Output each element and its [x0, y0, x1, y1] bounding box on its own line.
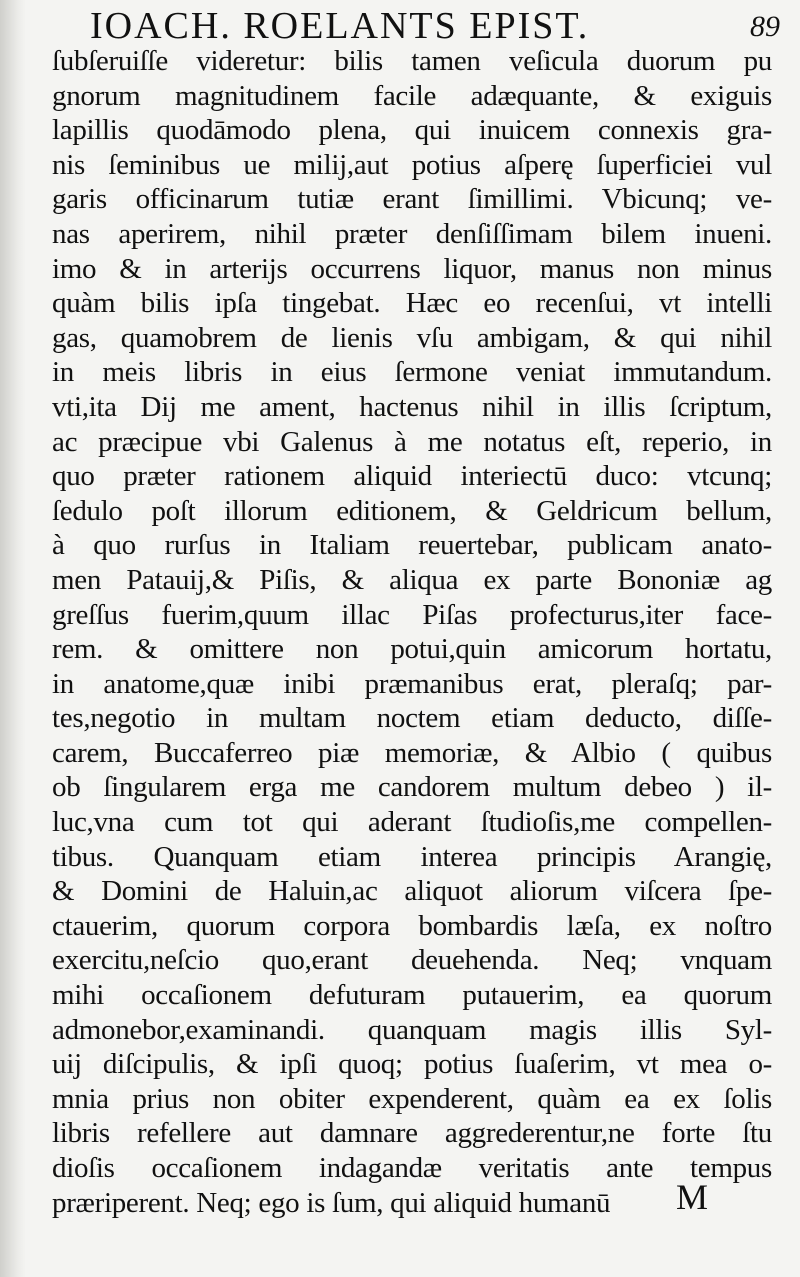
text-line: lapillis quodāmodo plena, qui inuicem connexis gra- — [52, 114, 772, 147]
text-line: tes,negotio in multam noctem etiam deducto, diſſe- — [52, 702, 772, 735]
text-line: uij diſcipulis, & ipſi quoq; potius ſuaſerim, vt mea o- — [52, 1048, 772, 1081]
text-line: gas, quamobrem de lienis vſu ambigam, & qui nihil — [52, 321, 772, 354]
page-number: 89 — [750, 10, 780, 43]
text-line: men Patauij,& Piſis, & aliqua ex parte Bononiæ ag — [52, 563, 772, 596]
text-line: ſubſeruiſſe videretur: bilis tamen veſicula duorum pu — [52, 45, 772, 77]
body-text — [52, 44, 772, 1220]
text-line: garis officinarum tutiæ erant ſimillimi. Vbicunq; ve- — [52, 183, 772, 216]
text-line: præriperent. Neq; ego is ſum, qui aliquid humanū — [52, 1186, 611, 1219]
text-line: ctauerim, quorum corpora bombardis læſa, ex noſtro — [52, 909, 772, 942]
text-line: dioſis occaſionem indagandæ veritatis ante tempus — [52, 1152, 772, 1184]
text-line: & Domini de Haluin,ac aliquot aliorum viſcera ſpe- — [52, 875, 772, 908]
running-head — [90, 4, 780, 48]
text-line: in anatome,quæ inibi præmanibus erat, pleraſq; par- — [52, 667, 772, 700]
text-line: gnorum magnitudinem facile adæquante, & exiguis — [52, 79, 772, 112]
text-line: ſedulo poſt illorum editionem, & Geldricum bellum, — [52, 494, 772, 527]
text-line: à quo rurſus in Italiam reuertebar, publicam anato- — [52, 529, 772, 562]
text-line: imo & in arterijs occurrens liquor, manus non minus — [52, 252, 772, 285]
text-line: carem, Buccaferreo piæ memoriæ, & Albio ( quibus — [52, 736, 772, 769]
text-line: exercitu,neſcio quo,erant deuehenda. Neq; vnquam — [52, 944, 772, 977]
text-line: luc,vna cum tot qui aderant ſtudioſis,me compellen- — [52, 806, 772, 839]
signature-mark: M — [676, 1177, 709, 1217]
text-line: vti,ita Dij me ament, hactenus nihil in illis ſcriptum, — [52, 390, 772, 423]
page-gutter — [0, 0, 26, 1277]
text-line: greſſus fuerim,quum illac Piſas profecturus,iter face- — [52, 598, 772, 631]
text-line: quo præter rationem aliquid interiectū duco: vtcunq; — [52, 460, 772, 493]
text-line: mnia prius non obiter expenderent, quàm ea ex ſolis — [52, 1082, 772, 1115]
text-line: ob ſingularem erga me candorem multum debeo ) il- — [52, 771, 772, 804]
text-line: tibus. Quanquam etiam interea principis Arangię, — [52, 840, 772, 873]
text-line: in meis libris in eius ſermone veniat immutandum. — [52, 356, 772, 389]
running-title: IOACH. ROELANTS EPIST. — [90, 5, 590, 47]
text-line: ac præcipue vbi Galenus à me notatus eſt, reperio, in — [52, 425, 772, 458]
text-line: mihi occaſionem defuturam putauerim, ea quorum — [52, 979, 772, 1012]
text-line: nas aperirem, nihil præter denſiſſimam bilem inueni. — [52, 217, 772, 250]
text-line: quàm bilis ipſa tingebat. Hæc eo recenſui, vt intelli — [52, 287, 772, 320]
text-line: nis ſeminibus ue milij,aut potius aſperę ſuperficiei vul — [52, 148, 772, 181]
text-line: rem. & omittere non potui,quin amicorum hortatu, — [52, 633, 772, 666]
text-line: libris refellere aut damnare aggrederentur,ne forte ſtu — [52, 1117, 772, 1150]
text-line: admonebor,examinandi. quanquam magis illis Syl- — [52, 1013, 772, 1046]
